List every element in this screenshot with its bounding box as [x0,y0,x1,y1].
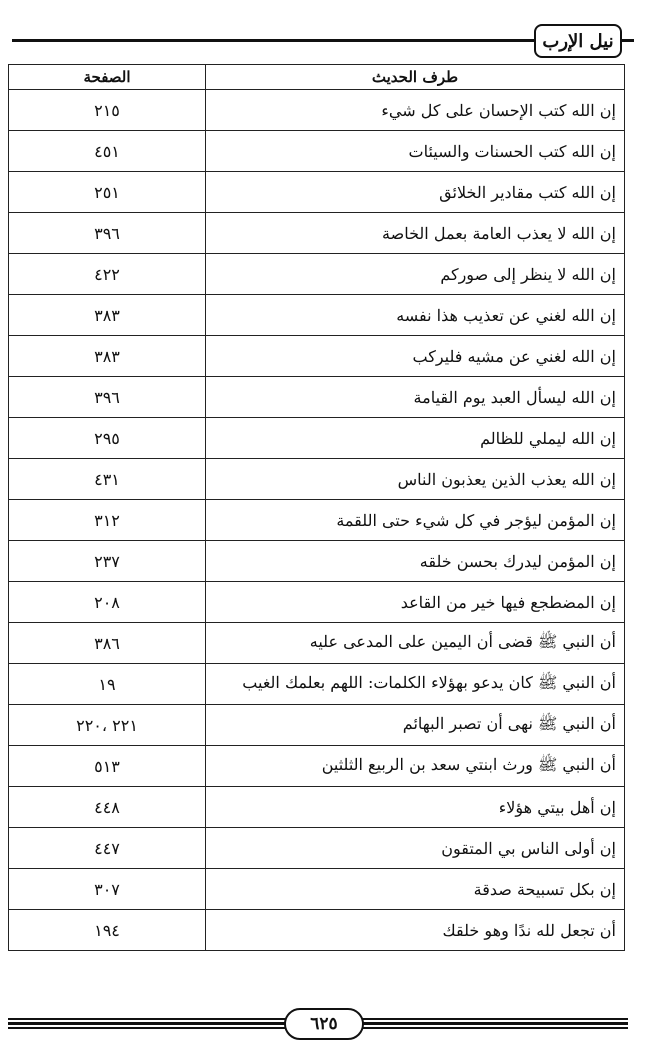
hadith-text: إن أولى الناس بي المتقون [206,828,625,869]
hadith-text: إن الله لا يعذب العامة بعمل الخاصة [206,213,625,254]
page-reference: ٤٣١ [9,459,206,500]
hadith-text: إن الله لغني عن تعذيب هذا نفسه [206,295,625,336]
page-reference: ٣٨٣ [9,336,206,377]
table-row [9,541,625,582]
table-row [9,90,625,131]
hadith-text: إن المضطجع فيها خير من القاعد [206,582,625,623]
page-reference: ٣٨٣ [9,295,206,336]
page-reference: ٢٠٨ [9,582,206,623]
table-row [9,172,625,213]
page-reference: ٣١٢ [9,500,206,541]
hadith-text: إن بكل تسبيحة صدقة [206,869,625,910]
page-reference: ٣٨٦ [9,623,206,664]
table-body [9,90,625,951]
page-reference: ٥١٣ [9,746,206,787]
page-reference: ٣٩٦ [9,213,206,254]
page-reference: ٢١٥ [9,90,206,131]
column-header-page: الصفحة [9,65,206,90]
page-number: ٦٢٥ [284,1008,364,1040]
book-title: نيل الإرب [534,24,622,58]
hadith-text: إن المؤمن ليؤجر في كل شيء حتى اللقمة [206,500,625,541]
hadith-text: إن الله كتب الإحسان على كل شيء [206,90,625,131]
hadith-text: أن النبي ﷺ كان يدعو بهؤلاء الكلمات: اللهم بعلمك الغيب [206,664,625,705]
table-row [9,131,625,172]
page-reference: ٣٩٦ [9,377,206,418]
header-rule-end [622,39,634,42]
page-reference: ١٩٤ [9,910,206,951]
hadith-text: أن النبي ﷺ ورث ابنتي سعد بن الربيع الثلثين [206,746,625,787]
hadith-text: أن تجعل لله ندًا وهو خلقك [206,910,625,951]
table-row [9,664,625,705]
page-reference: ٣٠٧ [9,869,206,910]
page-reference: ٢٩٥ [9,418,206,459]
table-row [9,910,625,951]
hadith-text: إن الله ليملي للظالم [206,418,625,459]
header-rule [12,39,612,42]
table-row [9,213,625,254]
hadith-text: إن الله كتب مقادير الخلائق [206,172,625,213]
page-reference: ٤٢٢ [9,254,206,295]
table-row [9,869,625,910]
page-reference: ٤٤٧ [9,828,206,869]
table-row [9,377,625,418]
hadith-text: إن أهل بيتي هؤلاء [206,787,625,828]
running-header [8,20,634,60]
table-row [9,254,625,295]
page-reference: ٢٣٧ [9,541,206,582]
table-row [9,418,625,459]
table-row [9,459,625,500]
table-row [9,746,625,787]
page-reference: ٤٥١ [9,131,206,172]
table-row [9,582,625,623]
table-row [9,623,625,664]
hadith-index-table-wrapper [8,64,622,951]
table-row [9,828,625,869]
table-row [9,500,625,541]
table-header-row [9,65,625,90]
column-header-hadith: طرف الحديث [206,65,625,90]
table-row [9,336,625,377]
page-reference: ٤٤٨ [9,787,206,828]
page-footer [8,1008,628,1044]
hadith-text: إن الله ليسأل العبد يوم القيامة [206,377,625,418]
page-reference: ١٩ [9,664,206,705]
table-row [9,705,625,746]
page-reference: ٢٢١ ،٢٢٠ [9,705,206,746]
hadith-text: أن النبي ﷺ نهى أن تصبر البهائم [206,705,625,746]
hadith-index-table [8,64,625,951]
table-row [9,787,625,828]
hadith-text: إن المؤمن ليدرك بحسن خلقه [206,541,625,582]
hadith-text: إن الله لا ينظر إلى صوركم [206,254,625,295]
hadith-text: إن الله لغني عن مشيه فليركب [206,336,625,377]
hadith-text: إن الله يعذب الذين يعذبون الناس [206,459,625,500]
page-reference: ٢٥١ [9,172,206,213]
hadith-text: أن النبي ﷺ قضى أن اليمين على المدعى عليه [206,623,625,664]
table-row [9,295,625,336]
hadith-text: إن الله كتب الحسنات والسيئات [206,131,625,172]
